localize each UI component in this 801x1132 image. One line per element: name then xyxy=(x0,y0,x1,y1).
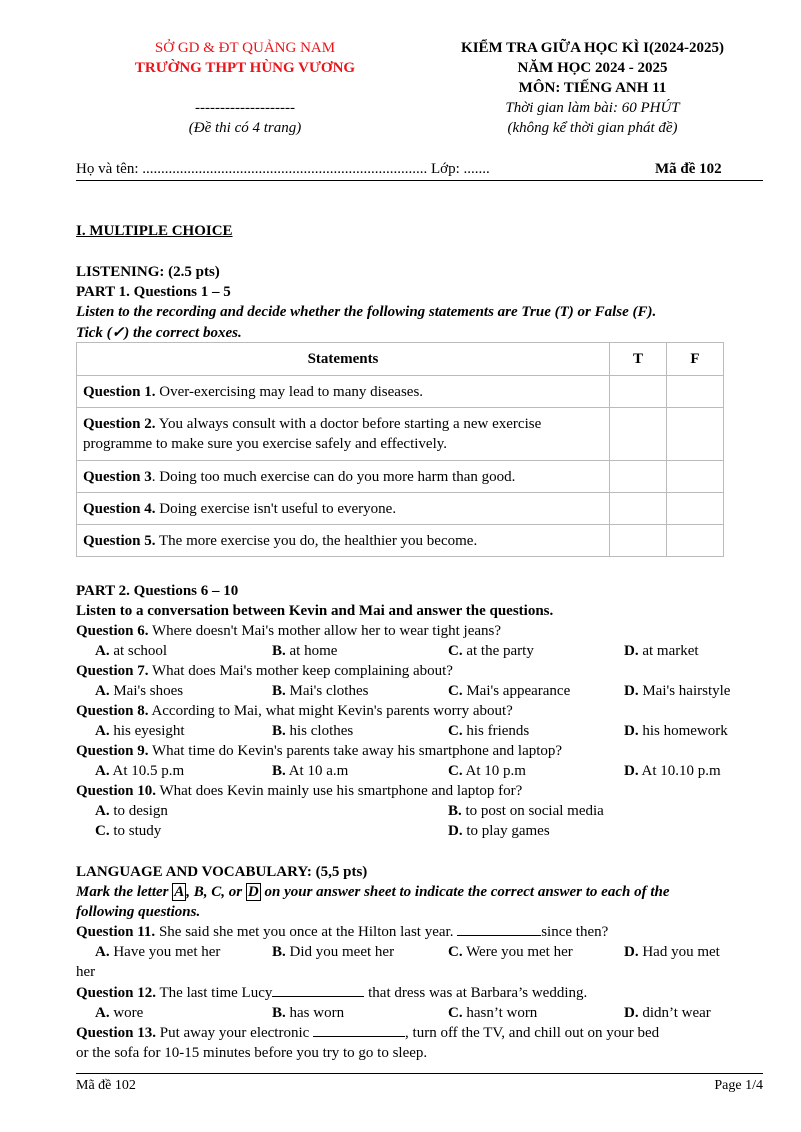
true-box[interactable] xyxy=(610,461,667,493)
footer-code: Mã đề 102 xyxy=(76,1078,136,1093)
q-label: Question 12. xyxy=(76,985,157,1001)
part1-instruction-2: Tick (✓) the correct boxes. xyxy=(76,325,242,341)
option-a[interactable]: A. Mai's shoes xyxy=(95,683,184,699)
false-box[interactable] xyxy=(667,525,724,557)
option-c[interactable]: C. at the party xyxy=(448,643,534,659)
part1-instruction: Listen to the recording and decide whether the following statements are True (T) or False (F). xyxy=(76,304,657,320)
language-instruction: Mark the letter A , B, C, or D on your answer sheet to indicate the correct answer to each of the xyxy=(76,884,670,900)
q-label: Question 7. xyxy=(76,663,149,679)
q-label: Question 13. xyxy=(76,1025,157,1041)
option-b[interactable]: B. Mai's clothes xyxy=(272,683,369,699)
answer-blank[interactable] xyxy=(272,996,364,997)
table-row xyxy=(77,461,724,493)
option-a[interactable]: A. to design xyxy=(95,803,168,819)
option-b[interactable]: B. Did you meet her xyxy=(272,944,395,960)
q-text: You always consult with a doctor before starting a new exercise programme to make sure you exercise safely and effectively. xyxy=(83,416,542,452)
option-a[interactable]: A. Have you met her xyxy=(95,944,221,960)
table-row xyxy=(77,525,724,557)
true-box[interactable] xyxy=(610,525,667,557)
option-b[interactable]: B. at home xyxy=(272,643,338,659)
q-text: Where doesn't Mai's mother allow her to wear tight jeans? xyxy=(148,623,502,639)
option-d[interactable]: D. Mai's hairstyle xyxy=(624,683,731,699)
option-b[interactable]: B. to post on social media xyxy=(448,803,604,819)
option-d-wrap: her xyxy=(76,964,96,980)
exam-time: Thời gian làm bài: 60 PHÚT xyxy=(505,100,680,116)
option-c[interactable]: C. to study xyxy=(95,823,162,839)
q-text: What time do Kevin's parents take away his smartphone and laptop? xyxy=(148,743,563,759)
table-row xyxy=(77,376,724,408)
q-text: The last time Lucy xyxy=(156,985,273,1001)
question-6 xyxy=(76,623,501,640)
option-a[interactable]: A. at school xyxy=(95,643,168,659)
q-label: Question 5. xyxy=(83,532,156,549)
question-11: Question 11. She said she met you once at the Hilton last year. since then? xyxy=(76,924,609,940)
option-d[interactable]: D. to play games xyxy=(448,823,550,839)
time-note: (không kể thời gian phát đề) xyxy=(507,120,678,136)
part2-instruction: Listen to a conversation between Kevin and Mai and answer the questions. xyxy=(76,603,554,619)
option-d[interactable]: D. didn’t wear xyxy=(624,1005,711,1021)
question-13-line2: or the sofa for 10-15 minutes before you try to go to sleep. xyxy=(76,1045,428,1061)
q-text: What does Mai's mother keep complaining about? xyxy=(148,663,453,679)
question-9 xyxy=(76,743,562,760)
col-statements: Statements xyxy=(77,343,610,376)
answer-blank[interactable] xyxy=(313,1036,405,1037)
question-12: Question 12. The last time Lucy that dress was at Barbara’s wedding. xyxy=(76,985,588,1001)
option-b[interactable]: B. At 10 a.m xyxy=(272,763,349,779)
question-7 xyxy=(76,663,453,680)
q-label: Question 2. xyxy=(83,416,156,432)
q-label: Question 9. xyxy=(76,743,149,759)
q-text: What does Kevin mainly use his smartphone and laptop for? xyxy=(156,783,523,799)
false-box[interactable] xyxy=(667,376,724,408)
q-text: Doing exercise isn't useful to everyone. xyxy=(155,500,397,517)
option-d[interactable]: D. At 10.10 p.m xyxy=(624,763,721,779)
q-text: . Doing too much exercise can do you more harm than good. xyxy=(151,468,516,485)
school-year: NĂM HỌC 2024 - 2025 xyxy=(517,60,668,76)
listening-title: LISTENING: (2.5 pts) xyxy=(76,264,220,280)
school-name: TRƯỜNG THPT HÙNG VƯƠNG xyxy=(134,60,356,76)
q-label: Question 11. xyxy=(76,924,156,940)
part2-title: PART 2. Questions 6 – 10 xyxy=(76,583,239,599)
true-box[interactable] xyxy=(610,376,667,408)
q-label: Question 3 xyxy=(83,468,152,485)
q-text: According to Mai, what might Kevin's parents worry about? xyxy=(148,703,513,719)
question-13: Question 13. Put away your electronic , turn off the TV, and chill out on your bed xyxy=(76,1025,660,1041)
false-box[interactable] xyxy=(667,408,724,461)
question-8 xyxy=(76,703,513,720)
option-b[interactable]: B. has worn xyxy=(272,1005,345,1021)
true-box[interactable] xyxy=(610,408,667,461)
option-c[interactable]: C. At 10 p.m xyxy=(448,763,526,779)
dept-name: SỞ GD & ĐT QUẢNG NAM xyxy=(154,40,336,56)
q-text: She said she met you once at the Hilton last year. xyxy=(155,924,458,940)
language-instruction-2: following questions. xyxy=(76,904,201,920)
option-c[interactable]: C. hasn’t worn xyxy=(448,1005,538,1021)
option-d[interactable]: D. at market xyxy=(624,643,699,659)
answer-blank[interactable] xyxy=(457,935,541,936)
question-10 xyxy=(76,783,522,800)
option-d[interactable]: D. his homework xyxy=(624,723,728,739)
footer-page: Page 1/4 xyxy=(714,1078,763,1093)
q-text: Put away your electronic xyxy=(156,1025,314,1041)
section-title: I. MULTIPLE CHOICE xyxy=(76,223,233,239)
q-text: Over-exercising may lead to many diseases. xyxy=(155,383,424,400)
exam-title: KIỂM TRA GIỮA HỌC KÌ I(2024-2025) xyxy=(461,40,724,56)
q-label: Question 6. xyxy=(76,623,149,639)
name-class-line: Họ và tên: ............................................................................ Lớp: ....... xyxy=(76,161,490,177)
col-true: T xyxy=(610,343,667,376)
part1-title: PART 1. Questions 1 – 5 xyxy=(76,284,231,300)
header-divider: -------------------- xyxy=(195,100,295,116)
col-false: F xyxy=(667,343,724,376)
pages-note: (Đề thi có 4 trang) xyxy=(188,120,302,136)
option-c[interactable]: C. Mai's appearance xyxy=(448,683,571,699)
q-label: Question 4. xyxy=(83,500,156,517)
language-title: LANGUAGE AND VOCABULARY: (5,5 pts) xyxy=(76,864,368,880)
true-box[interactable] xyxy=(610,493,667,525)
option-c[interactable]: C. his friends xyxy=(448,723,530,739)
false-box[interactable] xyxy=(667,461,724,493)
option-a[interactable]: A. At 10.5 p.m xyxy=(95,763,185,779)
option-a[interactable]: A. wore xyxy=(95,1005,144,1021)
option-b[interactable]: B. his clothes xyxy=(272,723,354,739)
footer-rule xyxy=(76,1073,763,1074)
exam-code: Mã đề 102 xyxy=(655,161,722,177)
q-text: The more exercise you do, the healthier you become. xyxy=(155,532,478,549)
true-false-table xyxy=(76,342,724,557)
header-rule xyxy=(76,180,763,181)
q-label: Question 1. xyxy=(83,383,156,400)
option-c[interactable]: C. Were you met her xyxy=(448,944,573,960)
option-d[interactable]: D. Had you met xyxy=(624,944,720,960)
q-label: Question 10. xyxy=(76,783,157,799)
subject: MÔN: TIẾNG ANH 11 xyxy=(518,80,667,96)
option-a[interactable]: A. his eyesight xyxy=(95,723,185,739)
false-box[interactable] xyxy=(667,493,724,525)
table-row xyxy=(77,408,724,461)
table-row xyxy=(77,493,724,525)
q-label: Question 8. xyxy=(76,703,149,719)
